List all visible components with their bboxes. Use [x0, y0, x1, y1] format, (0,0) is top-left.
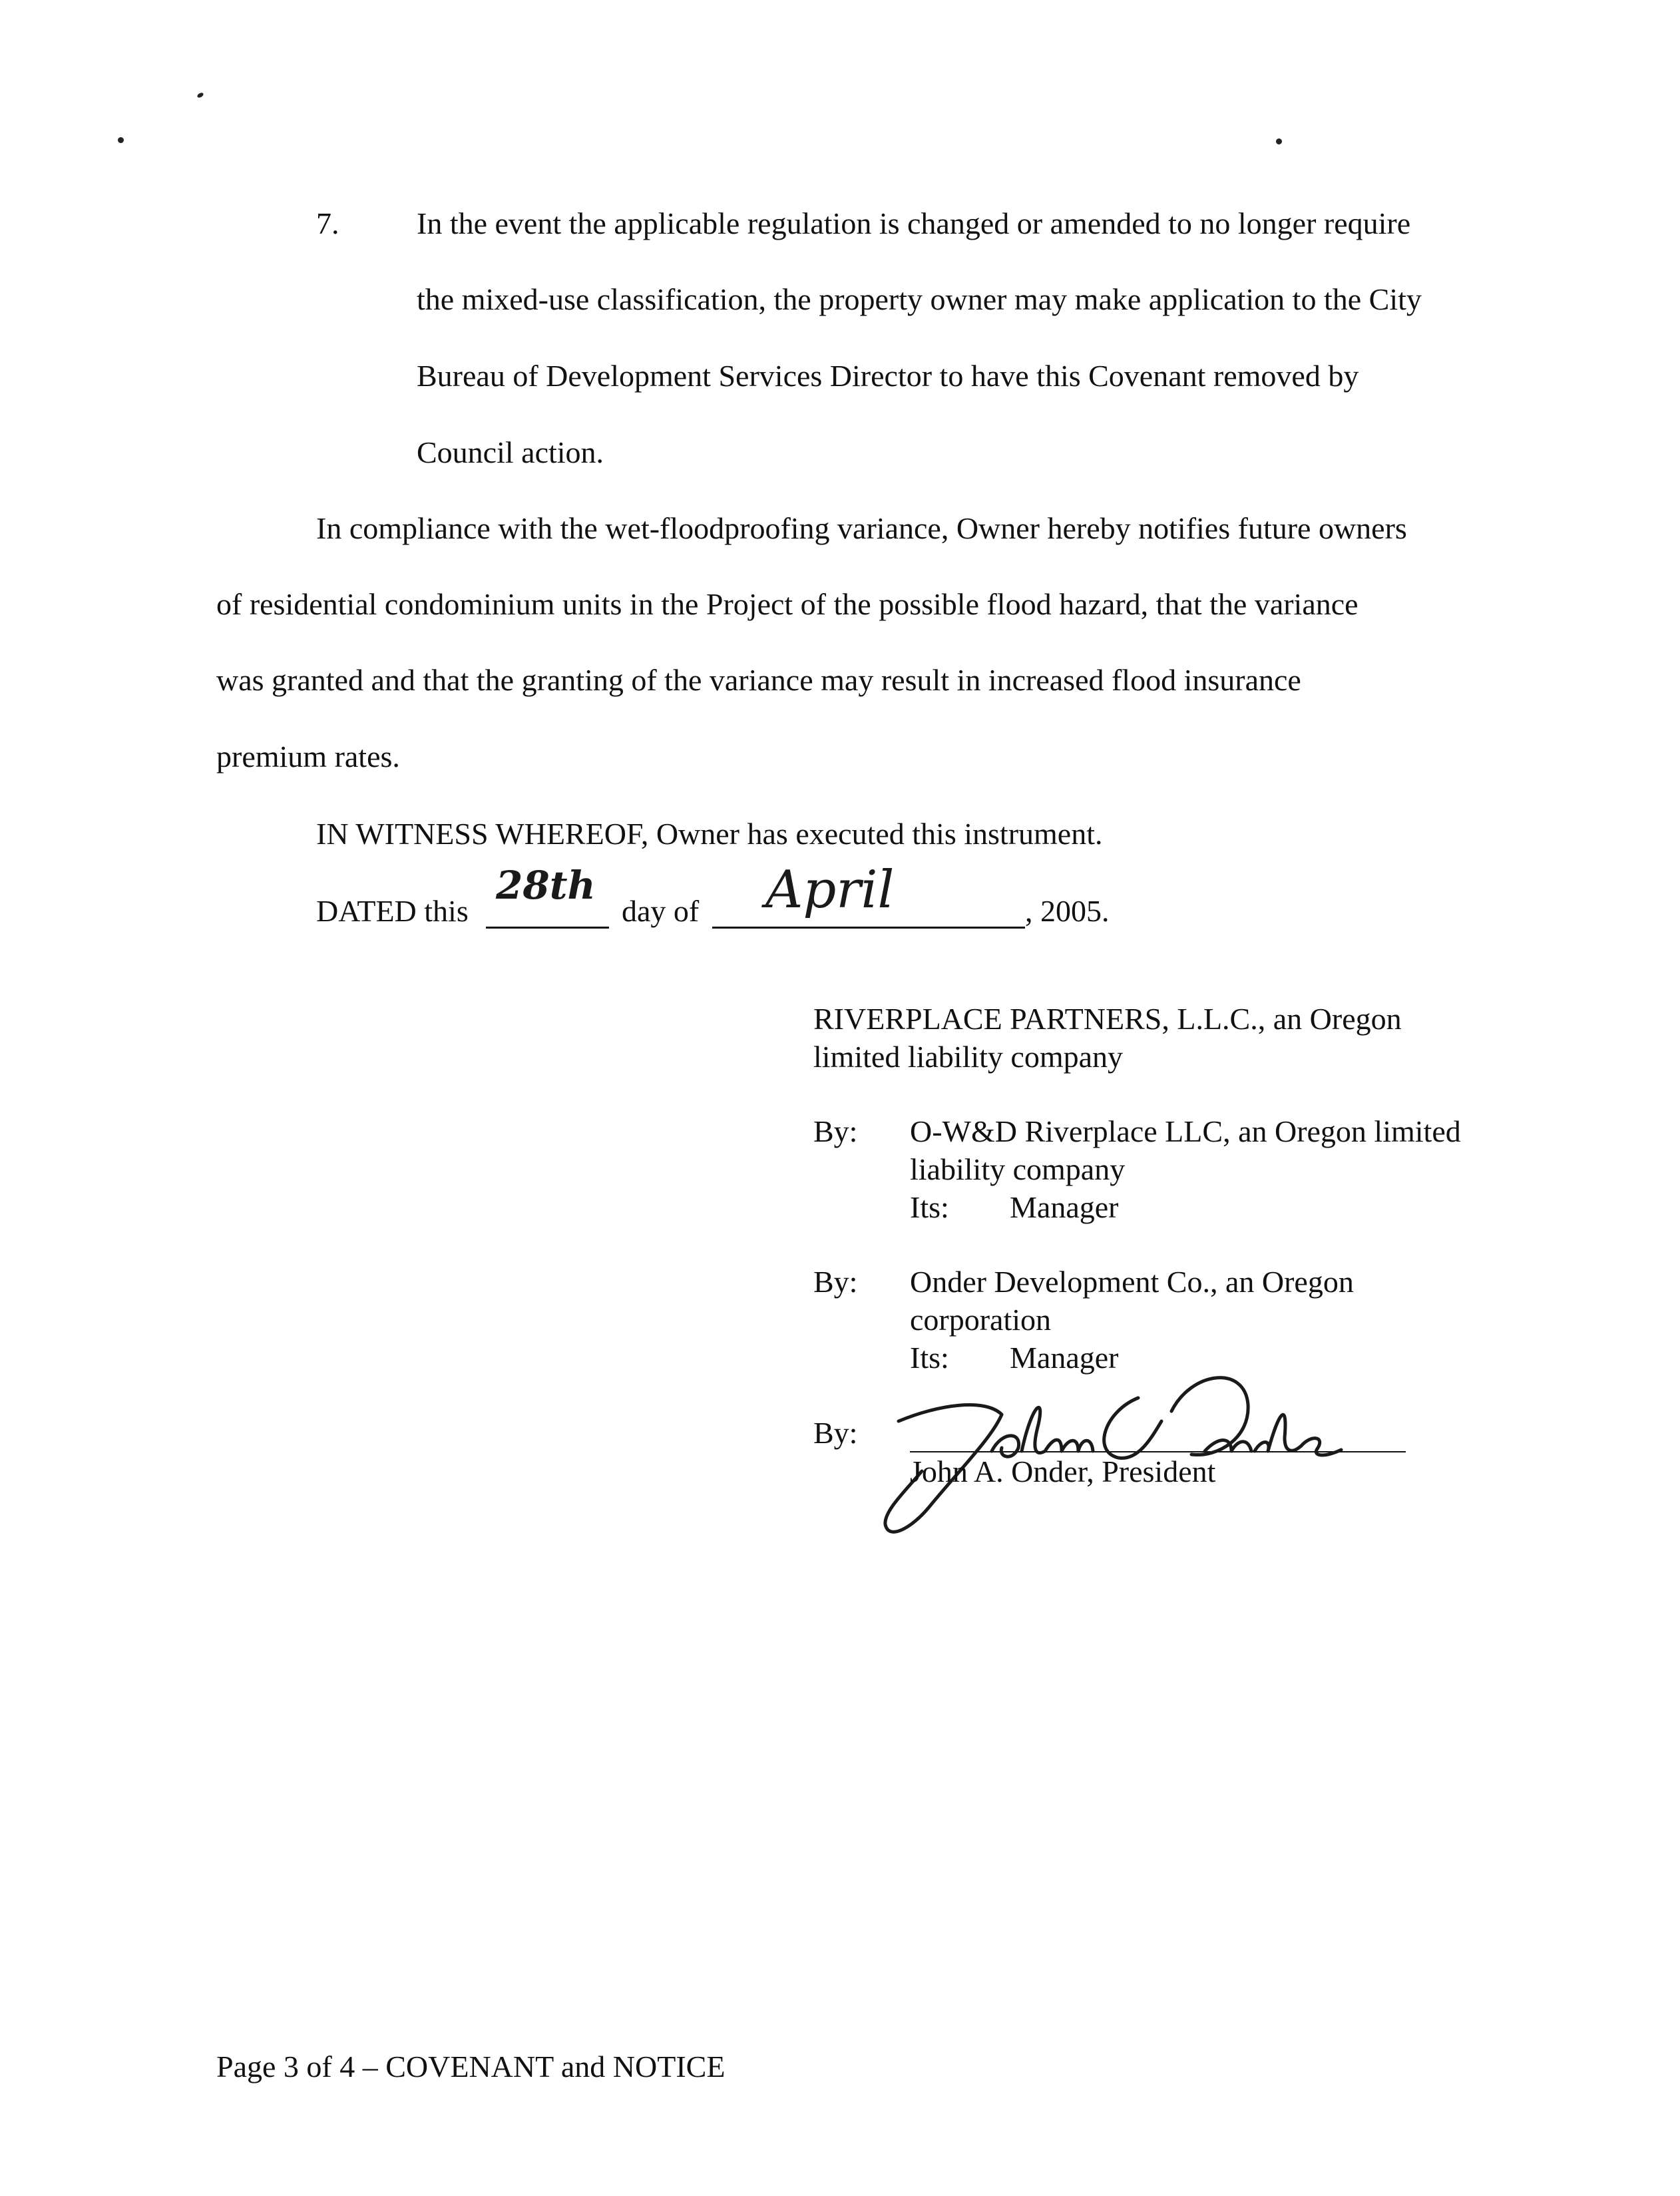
its-label: Its:: [910, 1190, 949, 1224]
signer-printed-name: John A. Onder, President: [910, 1454, 1216, 1488]
item-number: 7.: [316, 206, 339, 240]
dated-suffix: , 2005.: [1025, 894, 1110, 928]
item7-line-4: Council action.: [417, 435, 604, 469]
entity-type: limited liability company: [813, 1040, 1124, 1074]
by-label: By:: [813, 1265, 858, 1299]
notice-line-1: In compliance with the wet-floodproofing variance, Owner hereby notifies future owners: [316, 511, 1407, 545]
by1-line-1: O-W&D Riverplace LLC, an Oregon limited: [910, 1114, 1461, 1148]
scan-speck: [196, 92, 204, 99]
by2-line-1: Onder Development Co., an Oregon: [910, 1265, 1354, 1299]
item7-line-1: In the event the applicable regulation is changed or amended to no longer require: [417, 206, 1411, 240]
handwritten-signature: [859, 1358, 1365, 1544]
by-label: By:: [813, 1114, 858, 1148]
by2-line-2: corporation: [910, 1303, 1052, 1337]
its-label: Its:: [910, 1341, 949, 1375]
scan-speck: [1276, 138, 1282, 144]
item7-line-3: Bureau of Development Services Director to have this Covenant removed by: [417, 359, 1359, 393]
by-label: By:: [813, 1416, 858, 1450]
page-footer: Page 3 of 4 – COVENANT and NOTICE: [216, 2050, 726, 2084]
witness-clause: IN WITNESS WHEREOF, Owner has executed this instrument.: [316, 817, 1103, 851]
month-blank-line: [712, 927, 1025, 929]
handwritten-month: April: [765, 860, 895, 920]
scan-speck: [118, 137, 124, 143]
notice-line-3: was granted and that the granting of the variance may result in increased flood insurance: [216, 663, 1301, 697]
entity-name: RIVERPLACE PARTNERS, L.L.C., an Oregon: [813, 1002, 1402, 1036]
dated-middle: day of: [622, 894, 700, 928]
notice-line-4: premium rates.: [216, 740, 400, 773]
by1-line-2: liability company: [910, 1152, 1126, 1186]
handwritten-day: 28th: [496, 863, 596, 908]
dated-prefix: DATED this: [316, 894, 469, 928]
day-blank-line: [486, 927, 609, 929]
role-value: Manager: [1010, 1190, 1119, 1224]
notice-line-2: of residential condominium units in the Project of the possible flood hazard, that the variance: [216, 587, 1359, 621]
role-value: Manager: [1010, 1341, 1119, 1375]
item7-line-2: the mixed-use classification, the property owner may make application to the City: [417, 282, 1422, 316]
